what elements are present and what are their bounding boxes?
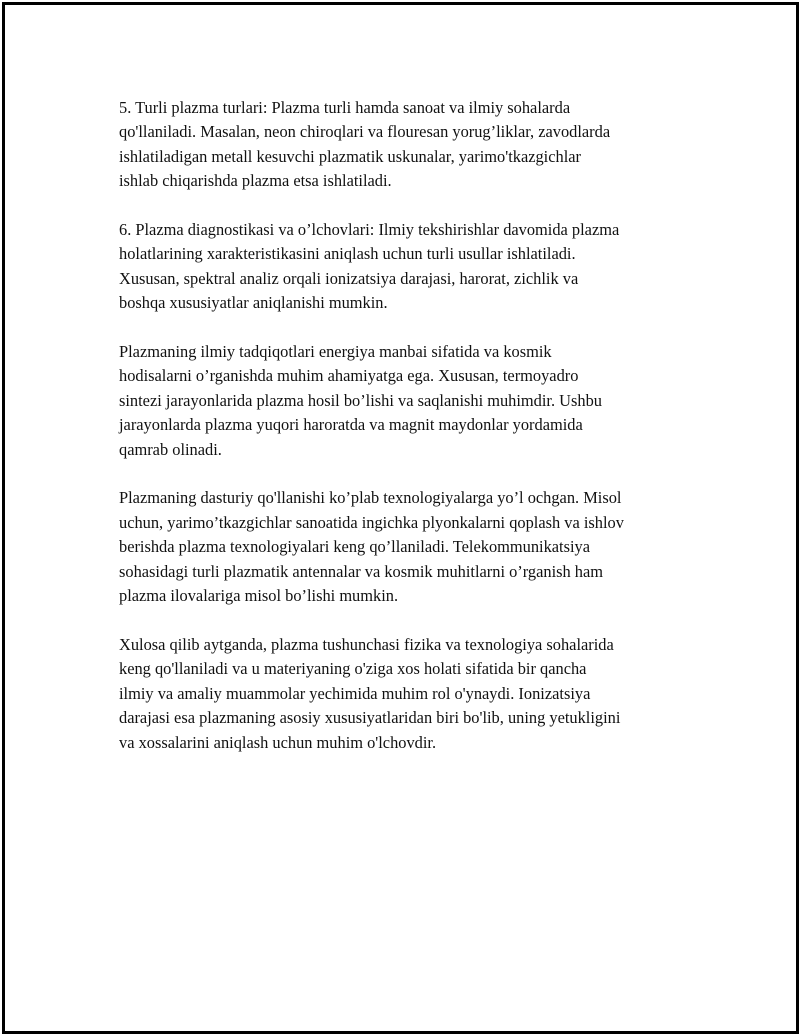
document-page [2, 2, 799, 1034]
paragraph-scientific-research: Plazmaning ilmiy tadqiqotlari energiya manbai sifatida va kosmik hodisalarni o’rganishda muhim ahamiyatga ega. Xususan, termoyadro sintezi jarayonlarida plazma hosil bo’lishi va saqlanishi muhimdir. Ushbu jarayonlarda plazma yuqori haroratda va magnit maydonlar yordamida qamrab olinadi. [119, 342, 602, 459]
paragraph-conclusion: Xulosa qilib aytganda, plazma tushunchasi fizika va texnologiya sohalarida keng qo'llaniladi va u materiyaning o'ziga xos holati sifatida bir qancha ilmiy va amaliy muammolar yechimida muhim rol o'ynaydi. Ionizatsiya darajasi esa plazmaning asosiy xususiyatlaridan biri bo'lib, uning yetukligini va xossalarini aniqlash uchun muhim o'lchovdir. [119, 634, 621, 752]
paragraph-applications: Plazmaning dasturiy qo'llanishi ko’plab texnologiyalarga yo’l ochgan. Misol uchun, yarimo’tkazgichlar sanoatida ingichka plyonkalarni qoplash va ishlov berishda plazma texnologiyalari keng qo’llaniladi. Telekommunikatsiya sohasidagi turli plazmatik antennalar va kosmik muhitlarni o’rganish ham plazma ilovalariga misol bo’lishi mumkin. [119, 488, 624, 606]
paragraph-plasma-diagnostics: 6. Plazma diagnostikasi va o’lchovlari: Ilmiy tekshirishlar davomida plazma holatlarining xarakteristikasini aniqlash uchun turli usullar ishlatiladi. Xususan, spektral analiz orqali ionizatsiya darajasi, harorat, zichlik va boshqa xususiyatlar aniqlanishi mumkin. [119, 220, 620, 313]
paragraph-plasma-types: 5. Turli plazma turlari: Plazma turli hamda sanoat va ilmiy sohalarda qo'llaniladi. Masalan, neon chiroqlari va flouresan yorug’liklar, zavodlarda ishlatiladigan metall kesuvchi plazmatik uskunalar, yarimo'tkazgichlar ishlab chiqarishda plazma etsa ishlatiladi. [119, 98, 611, 191]
document-body [119, 96, 699, 779]
